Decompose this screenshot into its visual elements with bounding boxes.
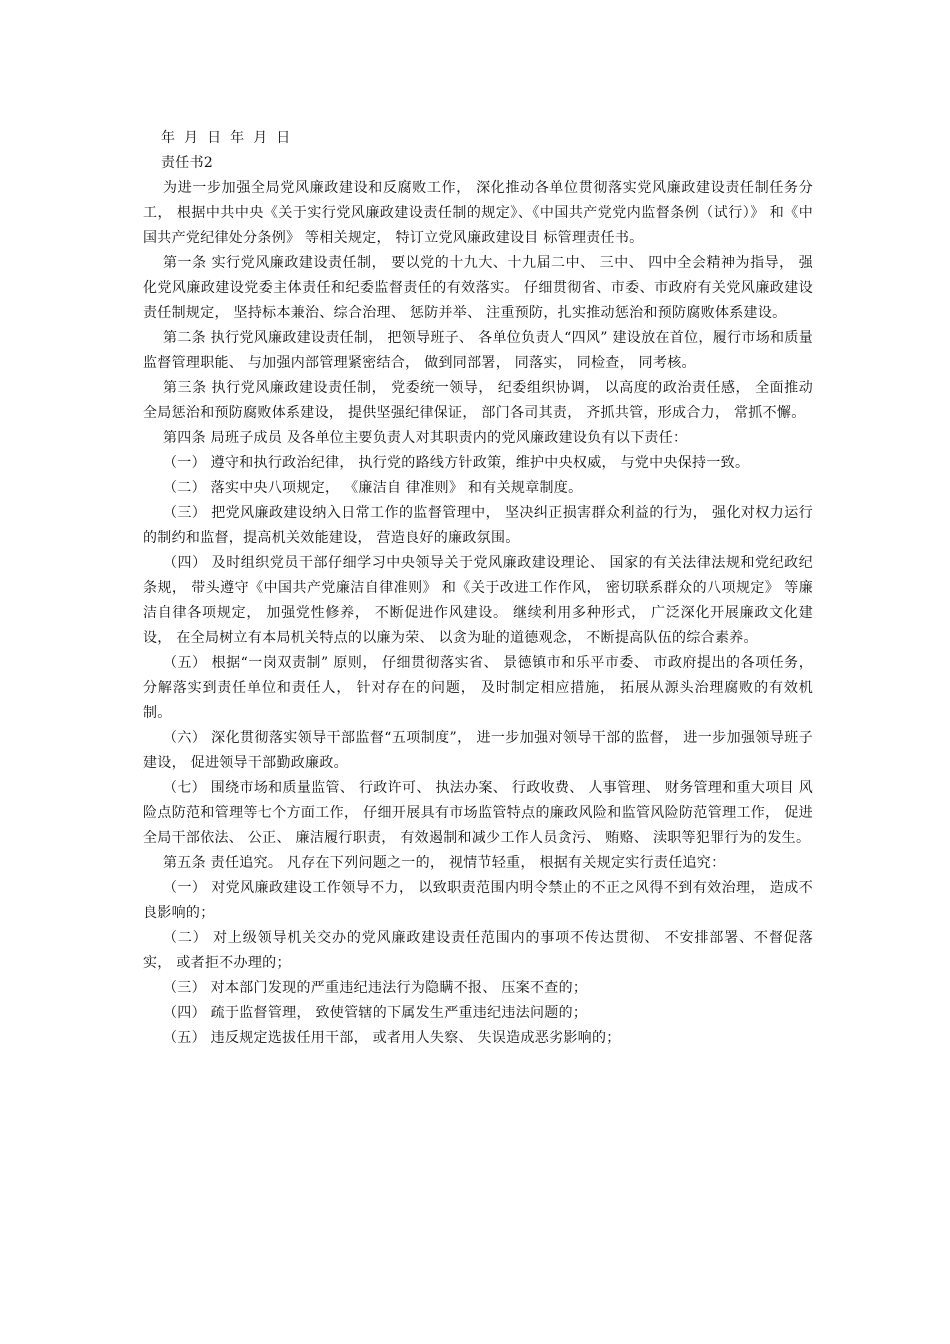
- paragraph-article-5-item-2: （二） 对上级领导机关交办的党风廉政建设责任范围内的事项不传达贯彻、 不安排部署、不督促落实， 或者拒不办理的；: [143, 930, 813, 971]
- paragraph-article-4-item-3: （三） 把党风廉政建设纳入日常工作的监督管理中， 坚决纠正损害群众利益的行为， 强化对权力运行的制约和监督，提高机关效能建设， 营造良好的廉政氛围。: [143, 505, 813, 546]
- paragraph-article-1: 第一条 实行党风廉政建设责任制， 要以党的十九大、十九届二中、 三中、 四中全会精神为指导， 强化党风廉政建设党委主体责任和纪委监督责任的有效落实。 仔细贯彻省、市委、市政府有关党风廉政建设责任制规定， 坚持标本兼治、综合治理、 惩防并举、 注重预防，扎实推动惩治和预防腐败体系建设。: [143, 255, 813, 321]
- paragraph-article-4-item-7: （七） 围绕市场和质量监管、 行政许可、 执法办案、 行政收费、 人事管理、 财务管理和重大项目 风险点防范和管理等七个方面工作， 仔细开展具有市场监管特点的廉政风险和监管风险防范管理工作， 促进全局干部依法、 公正、 廉洁履行职责， 有效遏制和减少工作人员贪污、 贿赂、 渎职等犯罪行为的发生。: [143, 780, 813, 846]
- paragraph-article-4-item-1: （一） 遵守和执行政治纪律， 执行党的路线方针政策，维护中央权威， 与党中央保持一致。: [163, 455, 750, 471]
- paragraph-intro: 为进一步加强全局党风廉政建设和反腐败工作， 深化推动各单位贯彻落实党风廉政建设责任制任务分工， 根据中共中央《关于实行党风廉政建设责任制的规定》、《中国共产党党内监督条例（试行）》 和《中国共产党纪律处分条例》 等相关规定， 特订立党风廉政建设目 标管理责任书。: [143, 180, 813, 246]
- paragraph-article-5-item-1: （一） 对党风廉政建设工作领导不力， 以致职责范围内明令禁止的不正之风得不到有效治理， 造成不良影响的；: [143, 880, 813, 921]
- paragraph-article-5-item-4: （四） 疏于监督管理， 致使管辖的下属发生严重违纪违法问题的；: [163, 1005, 588, 1021]
- document-title: 责任书2: [161, 155, 214, 171]
- paragraph-article-5-item-5: （五） 违反规定选拔任用干部， 或者用人失察、 失误造成恶劣影响的；: [163, 1030, 621, 1046]
- paragraph-article-4-item-2: （二） 落实中央八项规定， 《廉洁自 律准则》 和有关规章制度。: [163, 480, 583, 496]
- paragraph-article-5: 第五条 责任追究。 凡存在下列问题之一的， 视情节轻重， 根据有关规定实行责任追究：: [163, 855, 726, 871]
- document-page: [143, 126, 813, 1051]
- paragraph-article-4: 第四条 局班子成员 及各单位主要负责人对其职责内的党风廉政建设负有以下责任：: [163, 430, 688, 446]
- paragraph-article-5-item-3: （三） 对本部门发现的严重违纪违法行为隐瞒不报、 压案不查的；: [163, 980, 588, 996]
- paragraph-article-3: 第三条 执行党风廉政建设责任制， 党委统一领导， 纪委组织协调， 以高度的政治责任感， 全面推动全局惩治和预防腐败体系建设， 提供坚强纪律保证， 部门各司其责， 齐抓共管，形成合力， 常抓不懈。: [143, 380, 813, 421]
- paragraph-article-2: 第二条 执行党风廉政建设责任制， 把领导班子、 各单位负责人“四风” 建设放在首位，履行市场和质量监督管理职能、 与加强内部管理紧密结合， 做到同部署， 同落实， 同检查， 同考核。: [143, 330, 813, 371]
- paragraph-article-4-item-5: （五） 根据“一岗双责制” 原则， 仔细贯彻落实省、 景德镇市和乐平市委、 市政府提出的各项任务， 分解落实到责任单位和责任人， 针对存在的问题， 及时制定相应措施， 拓展从源头治理腐败的有效机制。: [143, 655, 813, 721]
- date-line: 年 月 日 年 月 日: [161, 130, 291, 146]
- paragraph-article-4-item-4: （四） 及时组织党员干部仔细学习中央领导关于党风廉政建设理论、 国家的有关法律法规和党纪政纪条规， 带头遵守《中国共产党廉洁自律准则》 和《关于改进工作作风， 密切联系群众的八项规定》 等廉洁自律各项规定， 加强党性修养， 不断促进作风建设。 继续利用多种形式， 广泛深化开展廉政文化建设， 在全局树立有本局机关特点的以廉为荣、 以贪为耻的道德观念， 不断提高队伍的综合素养。: [143, 555, 813, 646]
- paragraph-article-4-item-6: （六） 深化贯彻落实领导干部监督“五项制度”， 进一步加强对领导干部的监督， 进一步加强领导班子建设， 促进领导干部勤政廉政。: [143, 730, 813, 771]
